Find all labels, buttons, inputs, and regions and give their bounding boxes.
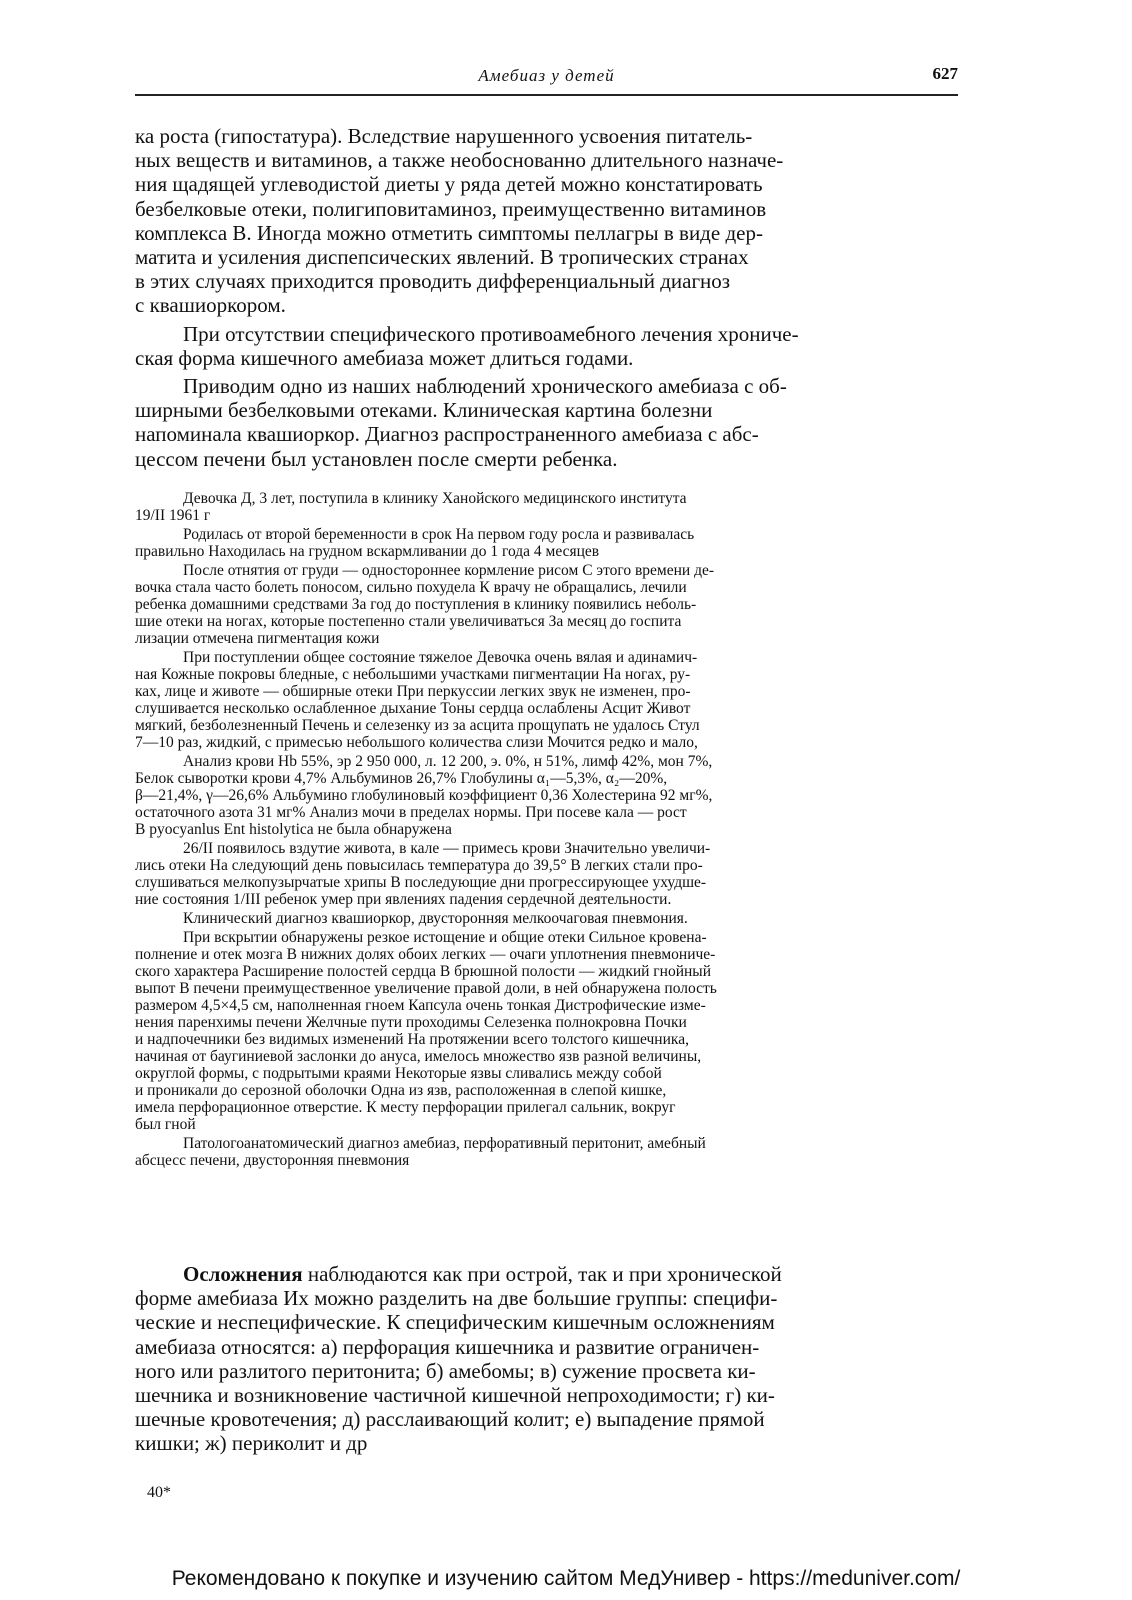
case-line: После отнятия от груди — одностороннее кормление рисом С этого времени де-	[183, 562, 715, 579]
case-line: и надпочечники без видимых изменений На протяжении всего толстого кишечника,	[135, 1031, 689, 1048]
text-line: комплекса В. Иногда можно отметить симптомы пеллагры в виде дер-	[135, 220, 763, 245]
case-line: 26/II появилось вздутие живота, в кале — примесь крови Значительно увеличи-	[183, 840, 711, 857]
case-line: начиная от баугиниевой заслонки до ануса, имелось множество язв разной величины,	[135, 1048, 702, 1065]
text-line: с квашиоркором.	[135, 293, 286, 318]
text-line: ская форма кишечного амебиаза может длиться годами.	[135, 345, 634, 370]
text-line: амебиаза относятся: а) перфорация кишечника и развитие ограничен-	[135, 1334, 760, 1359]
case-line: и проникали до серозной оболочки Одна из язв, расположенная в слепой кишке,	[135, 1082, 667, 1099]
text-line: ного или разлитого перитонита; б) амебомы; в) сужение просвета ки-	[135, 1358, 756, 1383]
case-line: B pyocyanlus Ent histolytica не была обнаружена	[135, 821, 452, 838]
case-line: ках, лице и животе — обширные отеки При перкуссии легких звук не изменен, про-	[135, 683, 691, 700]
text-line: ка роста (гипостатура). Вследствие нарушенного усвоения питатель-	[135, 124, 753, 148]
case-line: лизации отмечена пигментация кожи	[135, 630, 380, 647]
case-paragraph	[135, 910, 958, 927]
complications-paragraph	[135, 1262, 958, 1456]
text-line: ния щадящей углеводистой диеты у ряда детей можно констатировать	[135, 172, 763, 197]
case-line: остаточного азота 31 мг% Анализ мочи в пределах нормы. При посеве кала — рост	[135, 804, 687, 821]
case-line: 7—10 раз, жидкий, с примесью небольшого количества слизи Мочится редко и мало,	[135, 734, 698, 751]
running-header	[135, 64, 958, 96]
signature-mark: 40*	[147, 1484, 171, 1501]
case-paragraph	[135, 526, 958, 560]
case-line: округлой формы, с подрытыми краями Некоторые язвы сливались между собой	[135, 1065, 662, 1082]
case-line: полнение и отек мозга В нижних долях обоих легких — очаги уплотнения пневмониче-	[135, 946, 716, 963]
text-line: форме амебиаза Их можно разделить на две большие группы: специфи-	[135, 1286, 778, 1311]
case-line: был гной	[135, 1116, 196, 1133]
case-report	[135, 490, 958, 1169]
case-line: шие отеки на ногах, которые постепенно стали увеличиваться За месяц до госпита	[135, 613, 682, 630]
text-line: безбелковые отеки, полигиповитаминоз, преимущественно витаминов	[135, 196, 767, 221]
case-line: лись отеки На следующий день повысилась температура до 39,5° В легких стали про-	[135, 857, 703, 874]
text-line: ных веществ и витаминов, а также необоснованно длительного назначе-	[135, 148, 784, 173]
text-line: ческие и неспецифические. К специфическим кишечным осложнениям	[135, 1310, 775, 1335]
case-line: ского характера Расширение полостей сердца В брюшной полости — жидкий гнойный	[135, 963, 712, 980]
text-line: шечника и возникновение частичной кишечной непроходимости; г) ки-	[135, 1383, 775, 1408]
complications-lead-word: Осложнения	[183, 1262, 303, 1286]
text-line: шечные кровотечения; д) расслаивающий колит; е) выпадение прямой	[135, 1407, 765, 1432]
case-line: Родилась от второй беременности в срок На первом году росла и развивалась	[183, 526, 695, 543]
text-line: в этих случаях приходится проводить дифференциальный диагноз	[135, 269, 731, 294]
text-line: При отсутствии специфического противоамебного лечения хрониче-	[183, 321, 799, 346]
paragraph-chronic-form	[135, 322, 958, 370]
case-paragraph	[135, 649, 958, 751]
text-line: Приводим одно из наших наблюдений хронического амебиаза с об-	[183, 374, 787, 399]
text-line: кишки; ж) периколит и др	[135, 1431, 368, 1456]
page-number: 627	[932, 64, 958, 83]
case-line: β—21,4%, γ—26,6% Альбумино глобулиновый коэффициент 0,36 Холестерина 92 мг%,	[135, 787, 713, 804]
text-line: матита и усиления диспепсических явлений. В тропических странах	[135, 245, 749, 270]
footer-recommendation: Рекомендовано к покупке и изучению сайтом МедУнивер - https://meduniver.com/	[171, 1567, 961, 1590]
text-line: цессом печени был установлен после смерти ребенка.	[135, 446, 618, 471]
case-line: абсцесс печени, двусторонняя пневмония	[135, 1152, 410, 1169]
complications-section	[135, 1262, 958, 1456]
case-line: слушиваться мелкопузырчатые хрипы В последующие дни прогрессирующее ухудше-	[135, 874, 707, 891]
paragraph-observation	[135, 374, 958, 471]
case-line: При вскрытии обнаружены резкое истощение и общие отеки Сильное кровена-	[183, 929, 707, 946]
case-line: слушивается несколько ослабленное дыхание Тоны сердца ослаблены Асцит Живот	[135, 700, 691, 717]
case-paragraph	[135, 753, 958, 838]
main-text	[135, 124, 958, 471]
case-line: мягкий, безболезненный Печень и селезенку из за асцита прощупать не удалось Стул	[135, 717, 700, 734]
case-paragraph	[135, 929, 958, 1133]
case-line: ная Кожные покровы бледные, с небольшими участками пигментации На ногах, ру-	[135, 666, 691, 683]
text-line: ширными безбелковыми отеками. Клиническая картина болезни	[135, 398, 713, 423]
case-line: правильно Находилась на грудном вскармливании до 1 года 4 месяцев	[135, 543, 600, 560]
case-line: Патологоанатомический диагноз амебиаз, перфоративный перитонит, амебный	[183, 1135, 706, 1152]
case-line: Анализ крови Hb 55%, эр 2 950 000, л. 12 200, э. 0%, н 51%, лимф 42%, мон 7%,	[183, 753, 713, 770]
case-line: вочка стала часто болеть поносом, сильно похудела К врачу не обращались, лечили	[135, 579, 687, 596]
case-paragraph	[135, 562, 958, 647]
case-line: выпот В печени преимущественное увеличение правой доли, в ней обнаружена полость	[135, 980, 717, 997]
case-line: 19/II 1961 г	[135, 507, 211, 524]
case-line: нения паренхимы печени Желчные пути проходимы Селезенка полнокровна Почки	[135, 1014, 687, 1031]
case-paragraph	[135, 840, 958, 908]
case-line: Белок сыворотки крови 4,7% Альбуминов 26,7% Глобулины α₁—5,3%, α₂—20%,	[135, 770, 668, 787]
case-line: Девочка Д, 3 лет, поступила в клинику Ханойского медицинского института	[183, 490, 687, 507]
case-line: имела перфорационное отверстие. К месту перфорации прилегал сальник, вокруг	[135, 1099, 676, 1116]
text-fragment: наблюдаются как при острой, так и при хронической	[302, 1262, 782, 1286]
case-line: Клинический диагноз квашиоркор, двусторонняя мелкоочаговая пневмония.	[183, 910, 688, 927]
running-title: Амебиаз у детей	[478, 66, 615, 85]
case-paragraph	[135, 490, 958, 524]
case-paragraph	[135, 1135, 958, 1169]
text-line: напоминала квашиоркор. Диагноз распространенного амебиаза с абс-	[135, 422, 759, 447]
case-line: размером 4,5×4,5 см, наполненная гноем Капсула очень тонкая Дистрофические изме-	[135, 997, 706, 1014]
case-line: ние состояния 1/III ребенок умер при явлениях падения сердечной деятельности.	[135, 891, 672, 908]
case-line: При поступлении общее состояние тяжелое Девочка очень вялая и адинамич-	[183, 649, 698, 666]
case-line: ребенка домашними средствами За год до поступления в клинику появились неболь-	[135, 596, 697, 613]
paragraph-intro	[135, 124, 958, 318]
text-line	[135, 1262, 958, 1286]
